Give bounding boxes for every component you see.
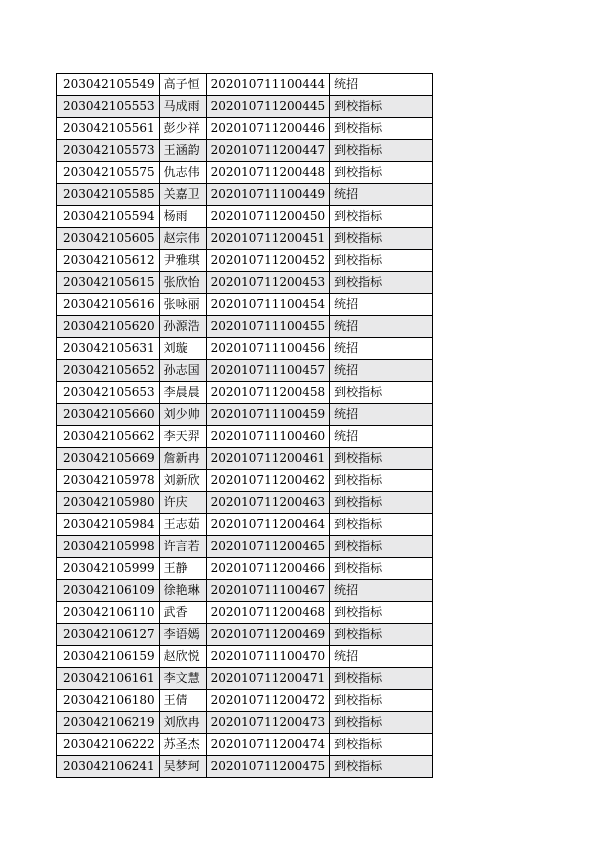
table-row — [57, 74, 433, 96]
admission-type-cell: 统招 — [330, 404, 433, 426]
student-name-cell: 徐艳琳 — [159, 580, 206, 602]
table-row — [57, 162, 433, 184]
student-name-cell: 杨雨 — [159, 206, 206, 228]
student-id-cell: 203042106110 — [57, 602, 160, 624]
admission-number-cell: 202010711200472 — [206, 690, 330, 712]
table-row — [57, 206, 433, 228]
table-row — [57, 734, 433, 756]
student-name-cell: 王倩 — [159, 690, 206, 712]
admission-number-cell: 202010711200469 — [206, 624, 330, 646]
admission-number-cell: 202010711100449 — [206, 184, 330, 206]
table-row — [57, 756, 433, 778]
table-row — [57, 250, 433, 272]
student-id-cell: 203042106159 — [57, 646, 160, 668]
admission-number-cell: 202010711100460 — [206, 426, 330, 448]
admission-type-cell: 到校指标 — [330, 228, 433, 250]
admission-type-cell: 到校指标 — [330, 536, 433, 558]
admission-type-cell: 统招 — [330, 646, 433, 668]
student-name-cell: 许言若 — [159, 536, 206, 558]
student-name-cell: 刘新欣 — [159, 470, 206, 492]
student-id-cell: 203042105984 — [57, 514, 160, 536]
student-id-cell: 203042105575 — [57, 162, 160, 184]
table-row — [57, 338, 433, 360]
table-row — [57, 602, 433, 624]
student-id-cell: 203042105660 — [57, 404, 160, 426]
student-id-cell: 203042106180 — [57, 690, 160, 712]
student-id-cell: 203042105999 — [57, 558, 160, 580]
student-id-cell: 203042106222 — [57, 734, 160, 756]
table-row — [57, 712, 433, 734]
student-id-cell: 203042105549 — [57, 74, 160, 96]
admission-number-cell: 202010711200450 — [206, 206, 330, 228]
table-row — [57, 426, 433, 448]
student-id-cell: 203042106127 — [57, 624, 160, 646]
student-name-cell: 王涵韵 — [159, 140, 206, 162]
table-row — [57, 294, 433, 316]
student-name-cell: 关嘉卫 — [159, 184, 206, 206]
admission-number-cell: 202010711100444 — [206, 74, 330, 96]
table-row — [57, 624, 433, 646]
admission-type-cell: 统招 — [330, 338, 433, 360]
student-name-cell: 许庆 — [159, 492, 206, 514]
admission-type-cell: 到校指标 — [330, 712, 433, 734]
student-id-cell: 203042105662 — [57, 426, 160, 448]
admission-type-cell: 到校指标 — [330, 118, 433, 140]
student-id-cell: 203042105594 — [57, 206, 160, 228]
table-row — [57, 184, 433, 206]
student-name-cell: 孙源浩 — [159, 316, 206, 338]
table-body — [57, 74, 433, 778]
table-row — [57, 118, 433, 140]
student-name-cell: 刘璇 — [159, 338, 206, 360]
table-row — [57, 382, 433, 404]
student-id-cell: 203042105612 — [57, 250, 160, 272]
admission-number-cell: 202010711200452 — [206, 250, 330, 272]
student-name-cell: 孙志国 — [159, 360, 206, 382]
admission-type-cell: 统招 — [330, 316, 433, 338]
admission-type-cell: 到校指标 — [330, 624, 433, 646]
student-name-cell: 张咏丽 — [159, 294, 206, 316]
admission-number-cell: 202010711200475 — [206, 756, 330, 778]
student-name-cell: 李天羿 — [159, 426, 206, 448]
admission-type-cell: 到校指标 — [330, 734, 433, 756]
admission-type-cell: 到校指标 — [330, 690, 433, 712]
student-name-cell: 吴梦珂 — [159, 756, 206, 778]
student-id-cell: 203042105615 — [57, 272, 160, 294]
student-name-cell: 张欣怡 — [159, 272, 206, 294]
student-name-cell: 刘少帅 — [159, 404, 206, 426]
table-row — [57, 668, 433, 690]
student-id-cell: 203042105573 — [57, 140, 160, 162]
admission-number-cell: 202010711100470 — [206, 646, 330, 668]
admission-number-cell: 202010711200463 — [206, 492, 330, 514]
admission-number-cell: 202010711200471 — [206, 668, 330, 690]
admission-number-cell: 202010711200462 — [206, 470, 330, 492]
student-id-cell: 203042105631 — [57, 338, 160, 360]
admission-number-cell: 202010711200447 — [206, 140, 330, 162]
table-row — [57, 492, 433, 514]
table-row — [57, 646, 433, 668]
admission-number-cell: 202010711200473 — [206, 712, 330, 734]
admission-number-cell: 202010711100467 — [206, 580, 330, 602]
student-id-cell: 203042105652 — [57, 360, 160, 382]
admission-type-cell: 到校指标 — [330, 558, 433, 580]
admission-number-cell: 202010711200446 — [206, 118, 330, 140]
table-row — [57, 580, 433, 602]
student-name-cell: 李文慧 — [159, 668, 206, 690]
student-id-cell: 203042105669 — [57, 448, 160, 470]
admission-type-cell: 到校指标 — [330, 448, 433, 470]
student-name-cell: 高子恒 — [159, 74, 206, 96]
student-name-cell: 李语嫣 — [159, 624, 206, 646]
table-row — [57, 448, 433, 470]
admission-type-cell: 到校指标 — [330, 96, 433, 118]
admission-number-cell: 202010711200453 — [206, 272, 330, 294]
admission-number-cell: 202010711200464 — [206, 514, 330, 536]
admission-number-cell: 202010711100454 — [206, 294, 330, 316]
admission-type-cell: 到校指标 — [330, 272, 433, 294]
student-id-cell: 203042105653 — [57, 382, 160, 404]
admission-type-cell: 到校指标 — [330, 382, 433, 404]
student-name-cell: 王志茹 — [159, 514, 206, 536]
table-row — [57, 272, 433, 294]
student-id-cell: 203042105585 — [57, 184, 160, 206]
student-name-cell: 武香 — [159, 602, 206, 624]
admission-type-cell: 统招 — [330, 580, 433, 602]
table-row — [57, 228, 433, 250]
student-id-cell: 203042105605 — [57, 228, 160, 250]
student-id-cell: 203042105998 — [57, 536, 160, 558]
admission-number-cell: 202010711100455 — [206, 316, 330, 338]
admission-number-cell: 202010711200445 — [206, 96, 330, 118]
student-name-cell: 王静 — [159, 558, 206, 580]
student-id-cell: 203042105561 — [57, 118, 160, 140]
admission-type-cell: 统招 — [330, 360, 433, 382]
student-name-cell: 马成雨 — [159, 96, 206, 118]
student-name-cell: 尹雅琪 — [159, 250, 206, 272]
admission-type-cell: 到校指标 — [330, 756, 433, 778]
admission-number-cell: 202010711200474 — [206, 734, 330, 756]
student-id-cell: 203042106161 — [57, 668, 160, 690]
admission-number-cell: 202010711100457 — [206, 360, 330, 382]
admission-type-cell: 到校指标 — [330, 206, 433, 228]
table-row — [57, 140, 433, 162]
student-id-cell: 203042106241 — [57, 756, 160, 778]
table-row — [57, 514, 433, 536]
table-row — [57, 404, 433, 426]
student-name-cell: 赵欣悦 — [159, 646, 206, 668]
table-row — [57, 96, 433, 118]
admission-type-cell: 到校指标 — [330, 514, 433, 536]
admission-type-cell: 统招 — [330, 294, 433, 316]
spreadsheet — [56, 73, 433, 778]
admission-type-cell: 统招 — [330, 184, 433, 206]
table-row — [57, 470, 433, 492]
admission-number-cell: 202010711100456 — [206, 338, 330, 360]
admission-number-cell: 202010711200461 — [206, 448, 330, 470]
admission-type-cell: 到校指标 — [330, 668, 433, 690]
table-row — [57, 536, 433, 558]
admission-type-cell: 到校指标 — [330, 602, 433, 624]
admission-type-cell: 到校指标 — [330, 250, 433, 272]
admission-number-cell: 202010711200448 — [206, 162, 330, 184]
admission-number-cell: 202010711200468 — [206, 602, 330, 624]
admission-type-cell: 到校指标 — [330, 140, 433, 162]
table-row — [57, 316, 433, 338]
student-name-cell: 刘欣冉 — [159, 712, 206, 734]
admission-number-cell: 202010711200458 — [206, 382, 330, 404]
table-row — [57, 360, 433, 382]
student-name-cell: 仇志伟 — [159, 162, 206, 184]
table-row — [57, 690, 433, 712]
admission-number-cell: 202010711200465 — [206, 536, 330, 558]
admission-type-cell: 到校指标 — [330, 492, 433, 514]
student-id-cell: 203042105980 — [57, 492, 160, 514]
admission-type-cell: 到校指标 — [330, 470, 433, 492]
student-id-cell: 203042105620 — [57, 316, 160, 338]
admission-number-cell: 202010711200466 — [206, 558, 330, 580]
student-id-cell: 203042106109 — [57, 580, 160, 602]
student-id-cell: 203042105553 — [57, 96, 160, 118]
admission-number-cell: 202010711100459 — [206, 404, 330, 426]
student-name-cell: 苏圣杰 — [159, 734, 206, 756]
table-row — [57, 558, 433, 580]
student-name-cell: 詹新冉 — [159, 448, 206, 470]
student-id-cell: 203042105978 — [57, 470, 160, 492]
student-name-cell: 赵宗伟 — [159, 228, 206, 250]
student-table — [56, 73, 433, 778]
admission-type-cell: 统招 — [330, 426, 433, 448]
student-id-cell: 203042106219 — [57, 712, 160, 734]
student-name-cell: 李晨晨 — [159, 382, 206, 404]
admission-type-cell: 到校指标 — [330, 162, 433, 184]
student-name-cell: 彭少祥 — [159, 118, 206, 140]
admission-number-cell: 202010711200451 — [206, 228, 330, 250]
student-id-cell: 203042105616 — [57, 294, 160, 316]
admission-type-cell: 统招 — [330, 74, 433, 96]
